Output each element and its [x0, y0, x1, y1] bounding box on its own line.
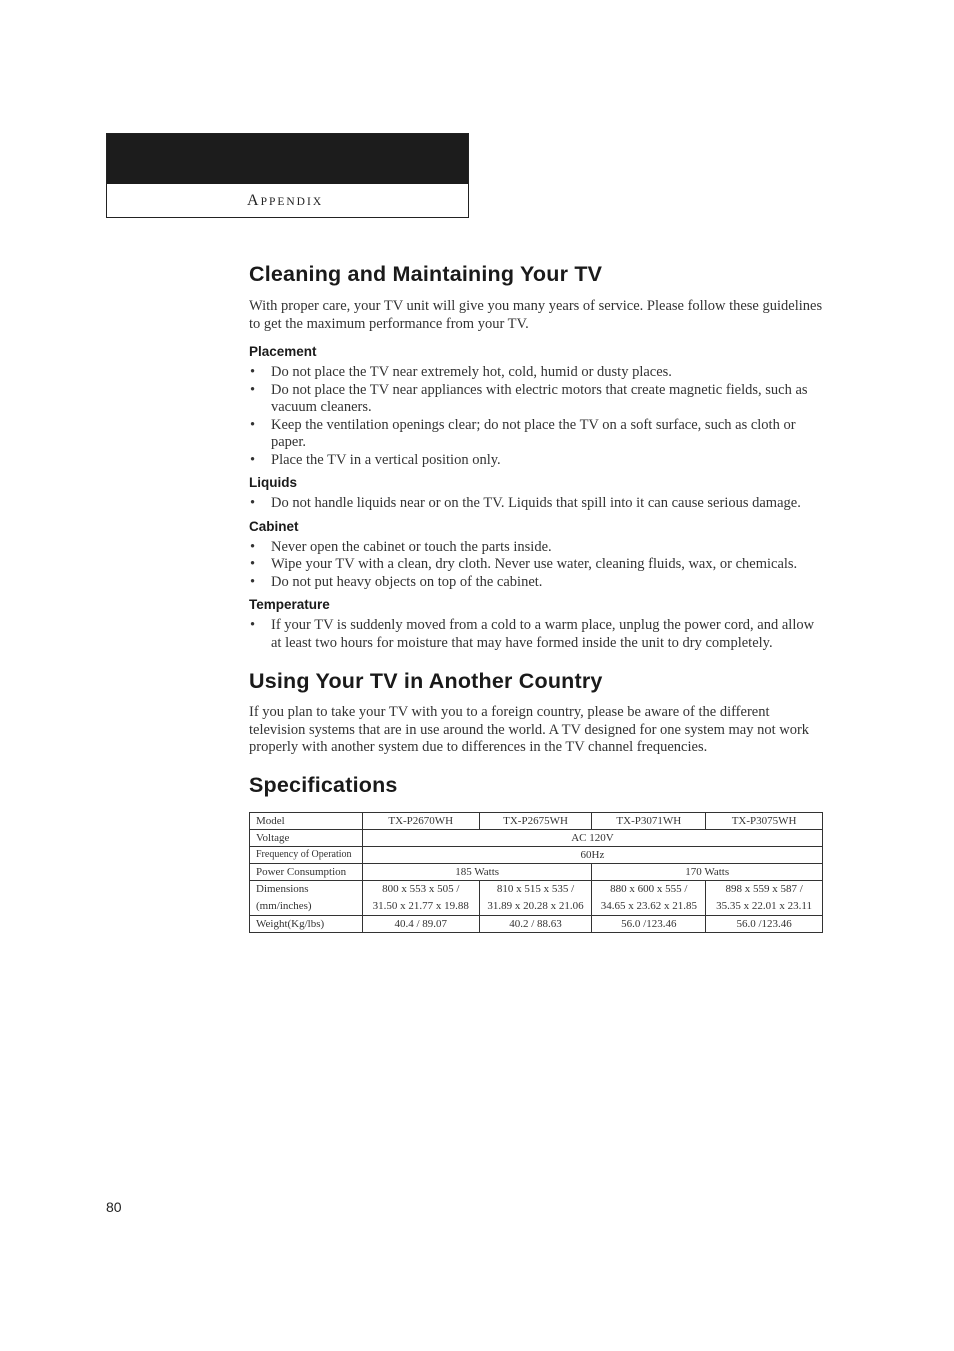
power-cell: 185 Watts [362, 863, 592, 880]
table-row [250, 846, 823, 863]
cleaning-title: Cleaning and Maintaining Your TV [249, 262, 603, 286]
country-title: Using Your TV in Another Country [249, 669, 603, 693]
model-cell: TX-P2675WH [479, 812, 592, 829]
cabinet-heading: Cabinet [249, 518, 299, 534]
liquids-list [249, 495, 825, 513]
country-body: If you plan to take your TV with you to a foreign country, please be aware of the different television systems that are in use around the world. A TV designed for one system may not work properly with another system due to differences in the TV channel frequencies. [249, 704, 810, 755]
row-label: Frequency of Operation [250, 846, 363, 863]
page-number: 80 [106, 1199, 122, 1215]
section-header [106, 133, 469, 218]
row-label: Voltage [250, 829, 363, 846]
model-cell: TX-P3075WH [706, 812, 823, 829]
liquids-heading: Liquids [249, 475, 297, 490]
power-cell: 170 Watts [592, 863, 823, 880]
specifications-table [249, 812, 823, 933]
specs-title: Specifications [249, 772, 398, 797]
weight-cell: 56.0 /123.46 [706, 915, 823, 932]
list-item: • Do not put heavy objects on top of the cabinet. [249, 574, 825, 592]
weight-cell: 40.4 / 89.07 [362, 915, 479, 932]
dimensions-cell: 800 x 553 x 505 / 31.50 x 21.77 x 19.88 [362, 880, 479, 915]
row-label: Weight(Kg/lbs) [250, 915, 363, 932]
row-label: Power Consumption [250, 863, 363, 880]
list-item: • Keep the ventilation openings clear; do not place the TV on a soft surface, such as cloth or paper. [249, 417, 825, 452]
weight-cell: 40.2 / 88.63 [479, 915, 592, 932]
table-row [250, 812, 823, 829]
temperature-list [249, 617, 825, 652]
temperature-heading: Temperature [249, 597, 330, 612]
frequency-cell: 60Hz [362, 846, 822, 863]
model-cell: TX-P3071WH [592, 812, 706, 829]
table-row [250, 915, 823, 932]
cabinet-list [249, 539, 825, 592]
placement-heading: Placement [249, 344, 317, 359]
dimensions-cell: 898 x 559 x 587 / 35.35 x 22.01 x 23.11 [706, 880, 823, 915]
list-item: • Do not handle liquids near or on the TV. Liquids that spill into it can cause serious damage. [249, 495, 825, 513]
section-title: APPENDIX [247, 192, 324, 209]
dimensions-cell: 880 x 600 x 555 / 34.65 x 23.62 x 21.85 [592, 880, 706, 915]
list-item: • Wipe your TV with a clean, dry cloth. Never use water, cleaning fluids, wax, or chemicals. [249, 556, 825, 574]
weight-cell: 56.0 /123.46 [592, 915, 706, 932]
table-row [250, 880, 823, 915]
cleaning-intro: With proper care, your TV unit will give you many years of service. Please follow these guidelines to get the maximum performance from your TV. [249, 298, 823, 332]
section-header-bar [107, 134, 468, 184]
placement-list [249, 364, 825, 469]
table-row [250, 829, 823, 846]
list-item: • Do not place the TV near appliances with electric motors that create magnetic fields, such as vacuum cleaners. [249, 382, 825, 417]
model-cell: TX-P2670WH [362, 812, 479, 829]
dimensions-cell: 810 x 515 x 535 / 31.89 x 20.28 x 21.06 [479, 880, 592, 915]
table-row [250, 863, 823, 880]
list-item: • Do not place the TV near extremely hot, cold, humid or dusty places. [249, 364, 825, 382]
row-label: Dimensions (mm/inches) [250, 880, 363, 915]
page-content [249, 262, 825, 933]
list-item: • Never open the cabinet or touch the parts inside. [249, 539, 825, 557]
row-label: Model [250, 812, 363, 829]
list-item: • Place the TV in a vertical position only. [249, 452, 825, 470]
list-item: • If your TV is suddenly moved from a cold to a warm place, unplug the power cord, and allow at least two hours for moisture that may have formed inside the unit to dry completely. [249, 617, 825, 652]
voltage-cell: AC 120V [362, 829, 822, 846]
